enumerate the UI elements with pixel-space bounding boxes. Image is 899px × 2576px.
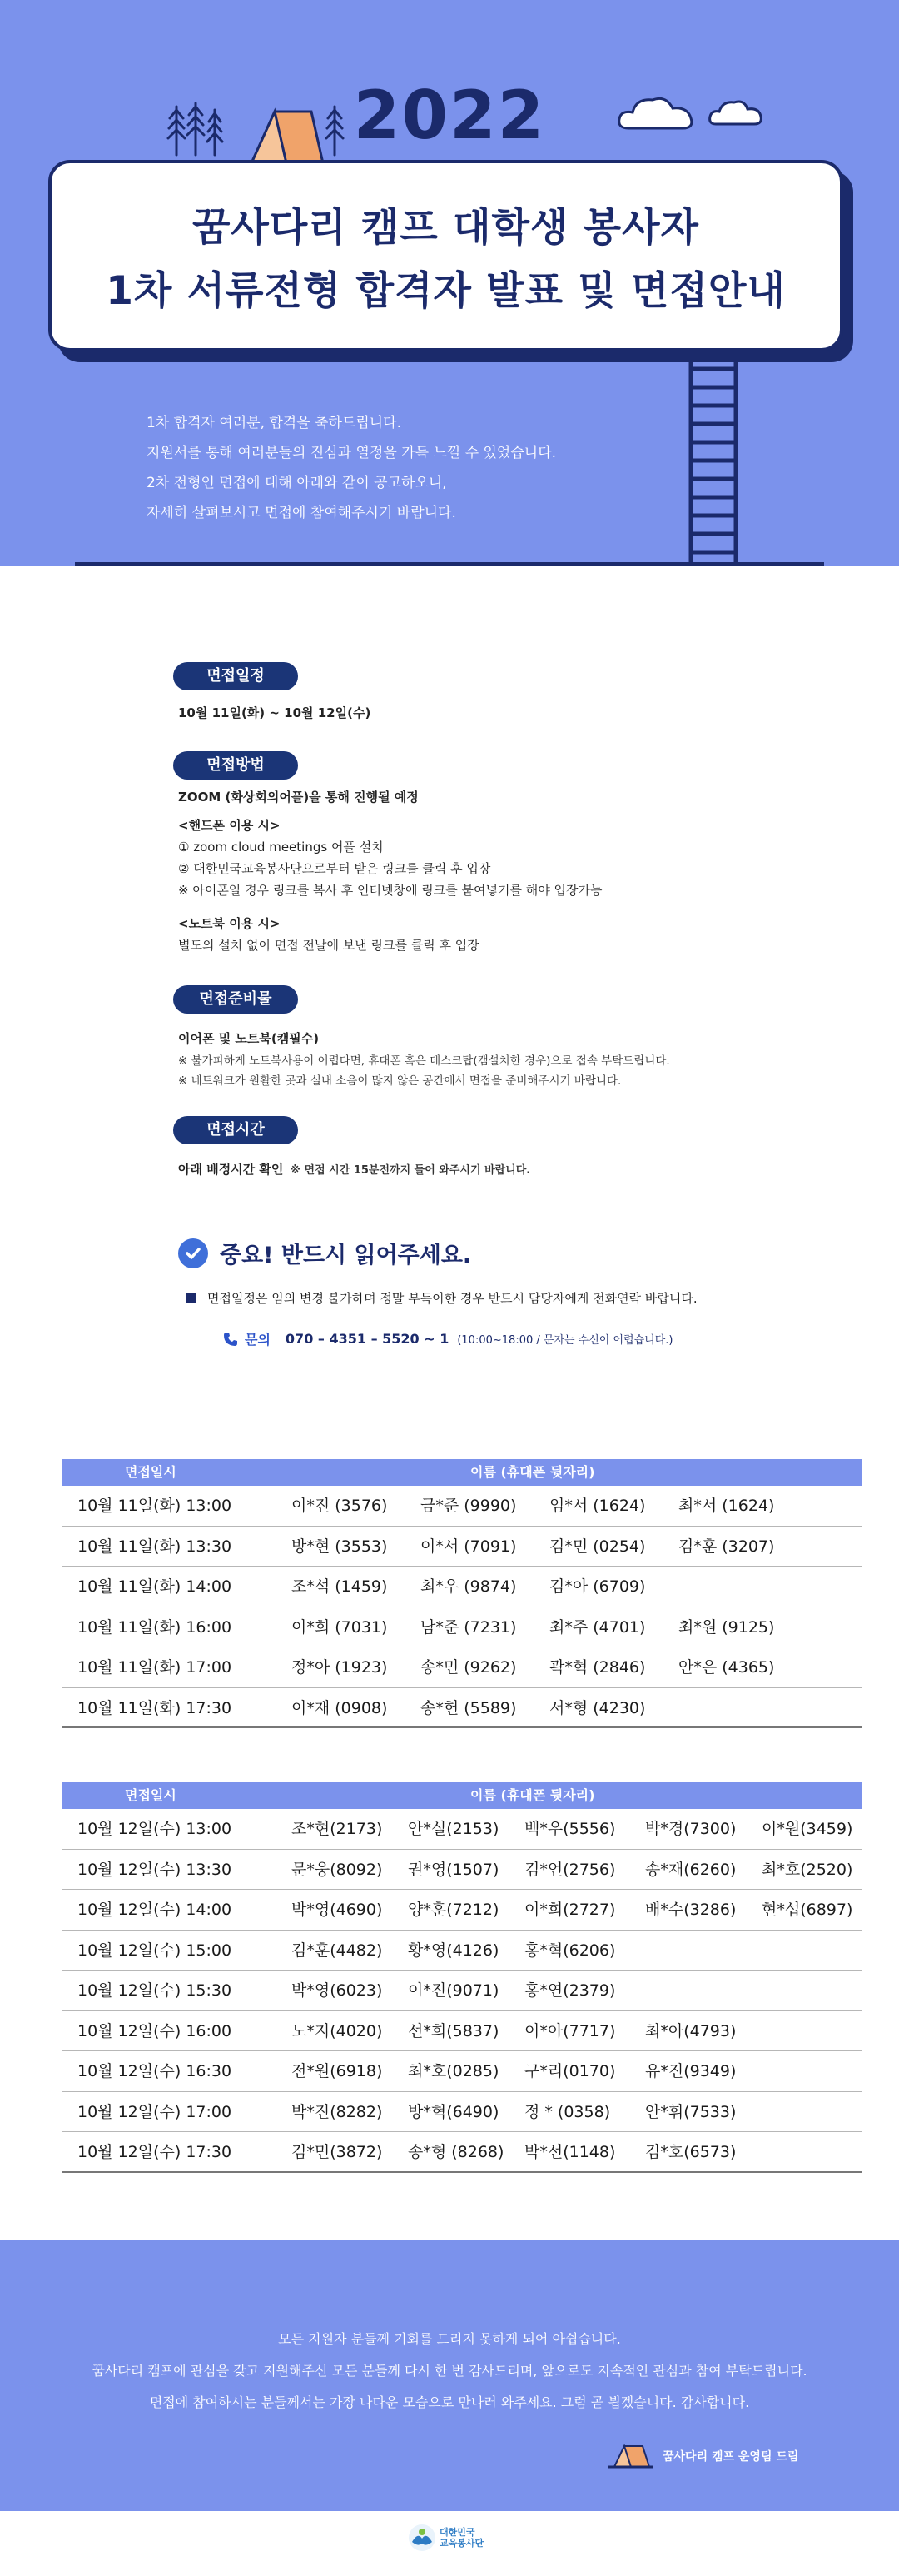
name-cell: 송*재(6260) (645, 1860, 737, 1879)
name-cell: 임*서 (1624) (549, 1497, 646, 1515)
name-cell: 홍*혁(6206) (524, 1941, 616, 1960)
method-main: ZOOM (화상회의어플)을 통해 진행될 예정 (178, 790, 419, 805)
title-line-2: 1차 서류전형 합격자 발표 및 면접안내 (106, 268, 786, 314)
name-cell: 안*실(2153) (408, 1820, 499, 1838)
table-row (62, 2092, 862, 2133)
time-note: ※ 면접 시간 15분전까지 들어 와주시기 바랍니다. (290, 1164, 531, 1177)
method-phone-title: <핸드폰 이용 시> (178, 818, 281, 833)
title-line-1: 꿈사다리 캠프 대학생 봉사자 (192, 205, 699, 251)
name-cell: 유*진(9349) (645, 2062, 737, 2080)
row-time: 10월 11일(화) 13:00 (77, 1497, 232, 1515)
logo-line-1: 대한민국 (440, 2527, 475, 2538)
intro-line: 지원서를 통해 여러분들의 진심과 열정을 가득 느낄 수 있었습니다. (147, 445, 557, 461)
footer-signature (608, 2444, 798, 2469)
intro-line: 2차 전형인 면접에 대해 아래와 같이 공고하오니, (147, 475, 447, 491)
name-cell: 정*아 (1923) (291, 1658, 388, 1677)
row-time: 10월 11일(화) 13:30 (77, 1537, 232, 1556)
table-row (62, 1527, 862, 1567)
table-row (62, 1607, 862, 1648)
footer-message (0, 2324, 899, 2419)
name-cell: 김*민(3872) (291, 2143, 383, 2161)
table-row (62, 1486, 862, 1527)
table-header (62, 1782, 862, 1809)
name-cell: 박*진(8282) (291, 2102, 383, 2121)
name-cell: 이*진 (3576) (291, 1497, 388, 1515)
header-time: 면접일시 (125, 1787, 176, 1803)
row-time: 10월 12일(수) 13:30 (77, 1860, 232, 1879)
name-cell: 남*준 (7231) (420, 1617, 517, 1637)
time-main (178, 1160, 530, 1178)
name-cell: 최*아(4793) (645, 2021, 737, 2040)
name-cell: 최*서 (1624) (678, 1497, 775, 1515)
method-phone-note: ※ 아이폰일 경우 링크를 복사 후 인터넷창에 링크를 붙여넣기를 해야 입장가능 (178, 883, 603, 898)
title-box (48, 160, 843, 351)
schedule-table-oct12 (62, 1782, 862, 2173)
table-row (62, 1890, 862, 1931)
check-circle-icon (178, 1238, 208, 1268)
name-cell: 김*훈(4482) (291, 1941, 383, 1960)
method-phone-step-2: ② 대한민국교육봉사단으로부터 받은 링크를 클릭 후 입장 (178, 861, 491, 876)
header-names: 이름 (휴대폰 뒷자리) (470, 1464, 595, 1480)
prep-label: 면접준비물 (173, 985, 298, 1014)
method-phone-step-1: ① zoom cloud meetings 어플 설치 (178, 840, 384, 855)
name-cell: 권*영(1507) (408, 1860, 499, 1879)
footer-line: 모든 지원자 분들께 기회를 드리지 못하게 되어 아쉽습니다. (278, 2331, 621, 2347)
intro-text (147, 408, 729, 528)
row-time: 10월 12일(수) 17:00 (77, 2102, 232, 2121)
table-row (62, 1850, 862, 1891)
name-cell: 박*선(1148) (524, 2143, 616, 2161)
table-row (62, 1567, 862, 1607)
name-cell: 방*혁(6490) (408, 2102, 499, 2121)
signature-text: 꿈사다리 캠프 운영팀 드림 (663, 2450, 799, 2464)
name-cell: 김*민 (0254) (549, 1537, 646, 1556)
name-cell: 금*준 (9990) (420, 1497, 517, 1515)
row-time: 10월 12일(수) 16:00 (77, 2021, 232, 2040)
row-time: 10월 11일(화) 14:00 (77, 1577, 232, 1596)
name-cell: 이*진(9071) (408, 1981, 499, 2000)
time-label: 면접시간 (173, 1116, 298, 1144)
prep-note-1: ※ 불가피하게 노트북사용이 어렵다면, 휴대폰 혹은 데스크탑(캠설치한 경우)으로 접속 부탁드립니다. (178, 1054, 670, 1068)
contact-label: 문의 (245, 1332, 271, 1348)
method-laptop-title: <노트북 이용 시> (178, 916, 281, 931)
name-cell: 구*리(0170) (524, 2062, 616, 2080)
name-cell: 양*훈(7212) (408, 1901, 499, 1919)
header-time: 면접일시 (125, 1464, 176, 1480)
name-cell: 노*지(4020) (291, 2021, 383, 2040)
name-cell: 김*훈 (3207) (678, 1537, 775, 1556)
name-cell: 안*휘(7533) (645, 2102, 737, 2121)
table-row (62, 1647, 862, 1688)
name-cell: 최*주 (4701) (549, 1617, 646, 1637)
name-cell: 송*형 (8268) (408, 2143, 504, 2161)
name-cell: 전*원(6918) (291, 2062, 383, 2080)
name-cell: 현*섭(6897) (762, 1901, 853, 1919)
square-bullet-icon (186, 1293, 196, 1303)
name-cell: 이*원(3459) (762, 1820, 853, 1838)
name-cell: 이*재 (0908) (291, 1698, 388, 1717)
intro-line: 1차 합격자 여러분, 합격을 축하드립니다. (147, 415, 401, 431)
ground-line (75, 562, 824, 566)
phone-icon (223, 1332, 238, 1347)
name-cell: 김*호(6573) (645, 2143, 737, 2161)
name-cell: 김*언(2756) (524, 1860, 616, 1879)
name-cell: 이*희 (7031) (291, 1617, 388, 1637)
name-cell: 배*수(3286) (645, 1901, 737, 1919)
name-cell: 송*헌 (5589) (420, 1698, 517, 1717)
schedule-text: 10월 11일(화) ~ 10월 12일(수) (178, 705, 371, 720)
contact-row (223, 1329, 673, 1348)
logo-text (440, 2527, 484, 2549)
name-cell: 김*아 (6709) (549, 1577, 646, 1596)
method-label: 면접방법 (173, 751, 298, 780)
table-row (62, 1971, 862, 2011)
name-cell: 조*현(2173) (291, 1820, 383, 1838)
name-cell: 박*영(4690) (291, 1901, 383, 1919)
header-names: 이름 (휴대폰 뒷자리) (470, 1787, 595, 1803)
name-cell: 박*경(7300) (645, 1820, 737, 1838)
name-cell: 송*민 (9262) (420, 1658, 517, 1677)
schedule-table-oct11 (62, 1459, 862, 1728)
row-time: 10월 11일(화) 17:00 (77, 1658, 232, 1677)
table-row (62, 1809, 862, 1850)
header-banner (0, 0, 899, 566)
row-time: 10월 12일(수) 14:00 (77, 1901, 232, 1919)
organization-logo (408, 2524, 484, 2552)
table-row (62, 2051, 862, 2092)
table-row (62, 2132, 862, 2173)
method-laptop-text: 별도의 설치 없이 면접 전날에 보낸 링크를 클릭 후 입장 (178, 938, 479, 953)
name-cell: 안*은 (4365) (678, 1658, 775, 1677)
name-cell: 백*우(5556) (524, 1820, 616, 1838)
logo-line-2: 교육봉사단 (440, 2538, 484, 2549)
footer-line: 면접에 참여하시는 분들께서는 가장 나다운 모습으로 만나러 와주세요. 그럼 곧 뵙겠습니다. 감사합니다. (149, 2394, 750, 2410)
name-cell: 서*형 (4230) (549, 1698, 646, 1717)
row-time: 10월 12일(수) 16:30 (77, 2062, 232, 2080)
name-cell: 조*석 (1459) (291, 1577, 388, 1596)
important-title: 중요! 반드시 읽어주세요. (220, 1243, 472, 1268)
name-cell: 최*우 (9874) (420, 1577, 517, 1596)
name-cell: 박*영(6023) (291, 1981, 383, 2000)
row-time: 10월 11일(화) 17:30 (77, 1698, 232, 1717)
table-row (62, 2011, 862, 2052)
table-header (62, 1459, 862, 1486)
year-heading: 2022 (353, 77, 546, 154)
prep-note-2: ※ 네트워크가 원활한 곳과 실내 소음이 많지 않은 공간에서 면접을 준비해주시기 바랍니다. (178, 1074, 622, 1088)
contact-number[interactable]: 070 – 4351 – 5520 ~ 1 (285, 1331, 450, 1347)
important-heading (178, 1237, 471, 1269)
name-cell: 최*호(2520) (762, 1860, 853, 1879)
name-cell: 이*아(7717) (524, 2021, 616, 2040)
row-time: 10월 11일(화) 16:00 (77, 1617, 232, 1637)
name-cell: 최*원 (9125) (678, 1617, 775, 1637)
name-cell: 방*현 (3553) (291, 1537, 388, 1556)
contact-note: (10:00~18:00 / 문자는 수신이 어렵습니다.) (457, 1334, 673, 1347)
time-main-text: 아래 배정시간 확인 (178, 1162, 284, 1177)
name-cell: 황*영(4126) (408, 1941, 499, 1960)
name-cell: 선*희(5837) (408, 2021, 499, 2040)
table-row (62, 1931, 862, 1971)
logo-icon (408, 2524, 436, 2552)
name-cell: 문*웅(8092) (291, 1860, 383, 1879)
footer-line: 꿈사다리 캠프에 관심을 갖고 지원해주신 모든 분들께 다시 한 번 감사드리며, 앞으로도 지속적인 관심과 참여 부탁드립니다. (92, 2363, 807, 2379)
name-cell: 홍*연(2379) (524, 1981, 616, 2000)
footer-banner (0, 2240, 899, 2511)
row-time: 10월 12일(수) 15:00 (77, 1941, 232, 1960)
table-row (62, 1688, 862, 1729)
name-cell: 이*희(2727) (524, 1901, 616, 1919)
prep-main: 이어폰 및 노트북(캠필수) (178, 1031, 320, 1046)
row-time: 10월 12일(수) 17:30 (77, 2143, 232, 2161)
important-bullet (186, 1289, 698, 1307)
name-cell: 최*호(0285) (408, 2062, 499, 2080)
intro-line: 자세히 살펴보시고 면접에 참여해주시기 바랍니다. (147, 505, 456, 521)
name-cell: 정 * (0358) (524, 2102, 611, 2121)
name-cell: 곽*혁 (2846) (549, 1658, 646, 1677)
row-time: 10월 12일(수) 15:30 (77, 1981, 232, 2000)
name-cell: 이*서 (7091) (420, 1537, 517, 1556)
row-time: 10월 12일(수) 13:00 (77, 1820, 232, 1838)
schedule-label: 면접일정 (173, 662, 298, 690)
important-bullet-text: 면접일정은 임의 변경 불가하며 정말 부득이한 경우 반드시 담당자에게 전화연락 바랍니다. (207, 1291, 698, 1306)
tent-icon (608, 2444, 654, 2469)
